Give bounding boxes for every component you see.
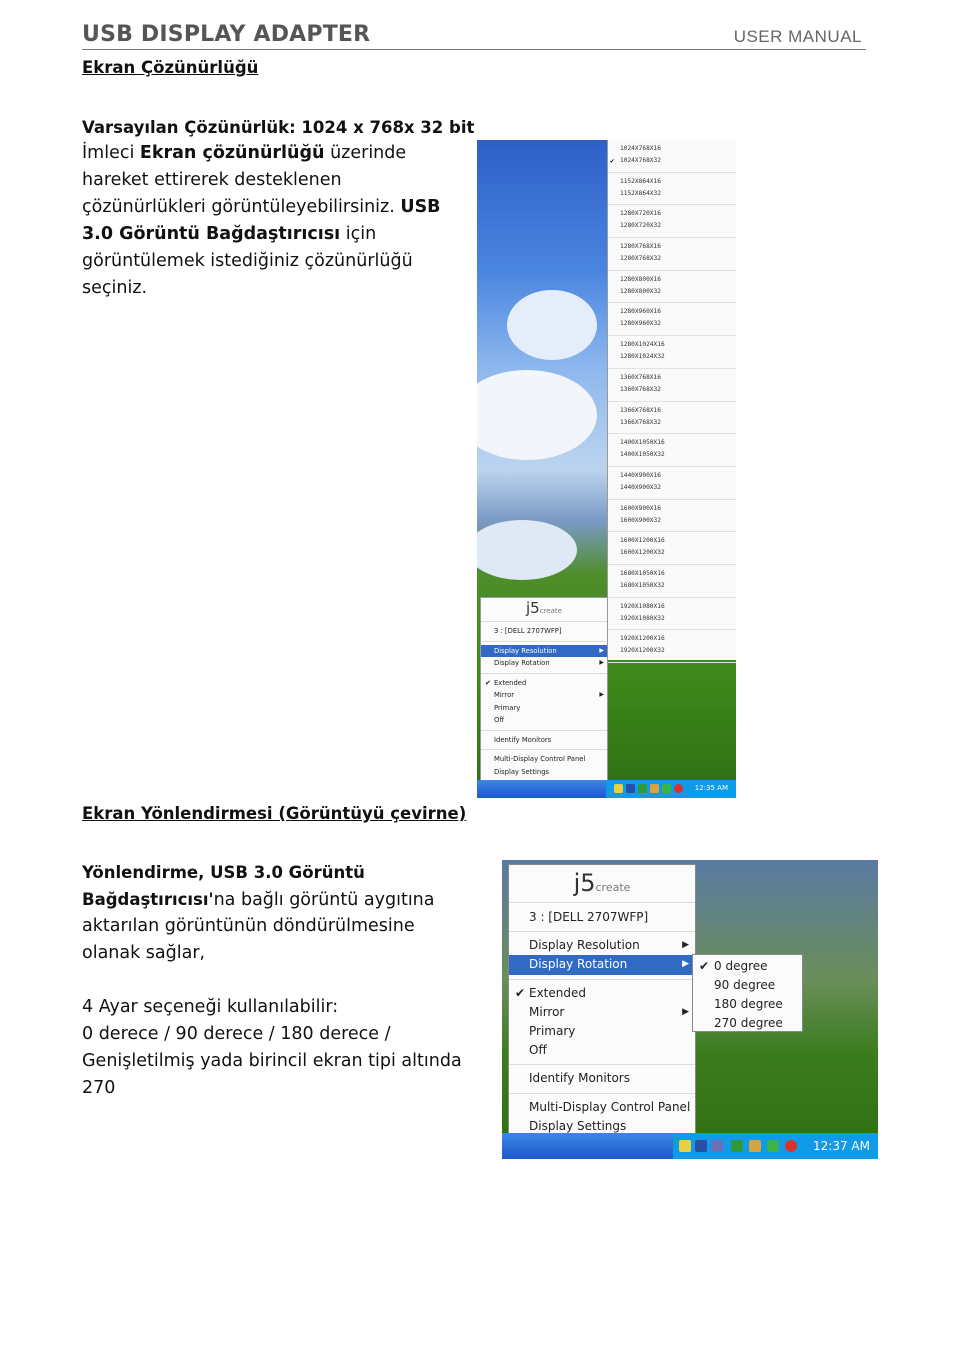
section2-line8: 270: [82, 1078, 116, 1098]
resolution-option[interactable]: 1152X864X32: [620, 189, 661, 197]
resolution-group: [608, 532, 736, 565]
text-bold: 3.0 Görüntü Bağdaştırıcısı: [82, 224, 341, 244]
menu-item-mirror[interactable]: [481, 689, 607, 702]
menu-item-display-resolution[interactable]: [481, 645, 607, 658]
tray-icon[interactable]: [662, 784, 671, 793]
menu-divider: [509, 979, 695, 980]
resolution-group: [608, 303, 736, 336]
logo-sub: create: [539, 607, 562, 615]
resolution-option[interactable]: 1600X1200X16: [620, 537, 665, 545]
menu-item-label: Display Rotation: [529, 957, 628, 972]
check-icon: ✔: [485, 678, 491, 687]
section2-line6: 0 derece / 90 derece / 180 derece /: [82, 1024, 391, 1044]
resolution-submenu: [607, 140, 736, 660]
tray-icon[interactable]: [614, 784, 623, 793]
resolution-option[interactable]: 1600X1200X32: [620, 549, 665, 557]
system-tray: [673, 1133, 878, 1159]
tray-icon[interactable]: [711, 1140, 723, 1152]
speaker-icon[interactable]: [749, 1140, 761, 1152]
tray-icon[interactable]: [626, 784, 635, 793]
resolution-option[interactable]: 1440X900X16: [620, 471, 661, 479]
logo-main: j5: [573, 869, 596, 897]
default-resolution-line: Varsayılan Çözünürlük: 1024 x 768x 32 bit: [82, 118, 475, 137]
resolution-option[interactable]: 1600X900X32: [620, 516, 661, 524]
tray-icon[interactable]: [695, 1140, 707, 1152]
menu-item-off[interactable]: Off: [494, 716, 505, 724]
section1-heading: Ekran Çözünürlüğü: [82, 58, 259, 77]
tray-icon[interactable]: [767, 1140, 779, 1152]
rotation-option-90[interactable]: 90 degree: [714, 978, 776, 992]
taskbar-clock: 12:37 AM: [813, 1139, 870, 1153]
submenu-arrow-icon: ▶: [599, 659, 604, 666]
resolution-group: [608, 271, 736, 304]
resolution-group: [608, 500, 736, 533]
text-span: İmleci: [82, 143, 140, 163]
menu-item-device[interactable]: 3 : [DELL 2707WFP]: [529, 910, 649, 924]
resolution-option[interactable]: [610, 155, 736, 167]
menu-item-display-rotation[interactable]: [481, 657, 607, 670]
menu-item-label: Display Resolution: [494, 646, 557, 655]
system-tray: [606, 780, 736, 798]
resolution-option[interactable]: 1280X1024X32: [620, 353, 665, 361]
resolution-group: [608, 598, 736, 631]
menu-item-primary[interactable]: Primary: [529, 1024, 576, 1039]
submenu-arrow-icon: ▶: [682, 940, 689, 951]
menu-divider: [509, 1064, 695, 1065]
menu-item-label: Mirror: [529, 1004, 565, 1019]
resolution-group: [608, 630, 736, 663]
resolution-option[interactable]: 1920X1200X16: [620, 635, 665, 643]
submenu-arrow-icon: ▶: [682, 1006, 689, 1017]
rotation-option-270[interactable]: 270 degree: [714, 1016, 783, 1030]
menu-item-display-settings[interactable]: Display Settings: [494, 767, 550, 776]
section2-line2: [82, 886, 435, 914]
rotation-menu-screenshot: [502, 860, 878, 1159]
menu-item-label: Mirror: [494, 691, 515, 699]
resolution-option[interactable]: 1280X1024X16: [620, 341, 665, 349]
resolution-menu-screenshot: [477, 140, 736, 798]
section1-paragraph-line5: görüntülemek istediğiniz çözünürlüğü: [82, 251, 413, 271]
taskbar: [477, 780, 736, 798]
cloud: [477, 370, 597, 460]
resolution-group: [608, 238, 736, 271]
menu-item-device[interactable]: 3 : [DELL 2707WFP]: [494, 627, 562, 635]
header-subtitle: USER MANUAL: [733, 27, 862, 46]
resolution-option[interactable]: 1280X960X16: [620, 308, 661, 316]
resolution-option[interactable]: 1360X768X32: [620, 385, 661, 393]
check-icon: ✔: [515, 985, 526, 1000]
resolution-option[interactable]: 1366X768X16: [620, 406, 661, 414]
taskbar: [502, 1133, 878, 1159]
section2-line5: 4 Ayar seçeneği kullanılabilir:: [82, 997, 339, 1017]
menu-divider: [481, 641, 607, 642]
resolution-group: [608, 565, 736, 598]
menu-item-extended[interactable]: [509, 984, 695, 1003]
resolution-option[interactable]: 1280X800X16: [620, 275, 661, 283]
resolution-option[interactable]: 1280X960X32: [620, 320, 661, 328]
text-span: için: [340, 224, 377, 244]
text-span: üzerinde: [324, 143, 407, 163]
resolution-option[interactable]: 1600X900X16: [620, 504, 661, 512]
resolution-label: 1024X768X32: [620, 157, 661, 164]
submenu-arrow-icon: ▶: [599, 691, 604, 698]
resolution-group: [608, 173, 736, 206]
rotation-option-180[interactable]: 180 degree: [714, 997, 783, 1011]
menu-item-display-resolution[interactable]: [509, 936, 695, 955]
submenu-arrow-icon: ▶: [599, 646, 604, 654]
resolution-option[interactable]: 1920X1200X32: [620, 647, 665, 655]
resolution-option[interactable]: 1920X1080X16: [620, 602, 665, 610]
menu-item-control-panel[interactable]: Multi-Display Control Panel: [529, 1099, 691, 1114]
resolution-group: [608, 205, 736, 238]
check-icon: ✔: [610, 157, 615, 165]
menu-item-extended[interactable]: [481, 677, 607, 690]
menu-item-control-panel[interactable]: Multi-Display Control Panel: [494, 755, 586, 763]
section2-line1: Yönlendirme, USB 3.0 Görüntü: [82, 863, 365, 882]
section2-line4: olanak sağlar,: [82, 943, 206, 963]
section1-paragraph-line4: [82, 221, 376, 248]
shield-icon[interactable]: [674, 784, 683, 793]
section1-paragraph-line2: hareket ettirerek desteklenen: [82, 170, 342, 190]
resolution-option[interactable]: 1400X1050X16: [620, 439, 665, 447]
section1-paragraph-line1: [82, 140, 406, 167]
logo-main: j5: [526, 599, 540, 617]
menu-item-identify-monitors[interactable]: Identify Monitors: [529, 1071, 630, 1086]
section2-line7: Genişletilmiş yada birincil ekran tipi altında: [82, 1051, 462, 1071]
text-span: na bağlı görüntü aygıtına: [213, 890, 435, 910]
menu-item-display-settings[interactable]: Display Settings: [529, 1118, 627, 1133]
tray-icon[interactable]: [679, 1140, 691, 1152]
resolution-group: [608, 434, 736, 467]
header-title: USB DISPLAY ADAPTER: [82, 22, 371, 47]
menu-divider: [481, 749, 607, 750]
menu-divider: [481, 730, 607, 731]
rotation-option-0[interactable]: [693, 957, 802, 976]
menu-item-label: Extended: [529, 985, 586, 1000]
j5create-context-menu: [480, 597, 608, 787]
text-span: çözünürlükleri görüntüleyebilirsiniz.: [82, 197, 401, 217]
resolution-option[interactable]: 1280X720X32: [620, 222, 661, 230]
menu-item-primary[interactable]: Primary: [494, 703, 521, 712]
menu-divider: [509, 931, 695, 932]
taskbar-clock: 12:35 AM: [694, 784, 728, 792]
section2-line3: aktarılan görüntünün döndürülmesine: [82, 916, 415, 936]
section1-paragraph-line3: [82, 194, 441, 221]
resolution-option[interactable]: 1440X900X32: [620, 483, 661, 491]
resolution-option[interactable]: 1280X800X32: [620, 287, 661, 295]
text-bold: USB: [400, 197, 441, 217]
resolution-group: [608, 336, 736, 369]
page-header: [82, 22, 866, 50]
menu-item-label: Display Resolution: [529, 938, 640, 953]
logo-sub: create: [595, 881, 631, 894]
resolution-group: [608, 402, 736, 435]
menu-divider: [481, 673, 607, 674]
menu-item-display-rotation[interactable]: [509, 955, 695, 974]
section2-heading: Ekran Yönlendirmesi (Görüntüyü çevirne): [82, 804, 467, 823]
menu-item-identify-monitors[interactable]: Identify Monitors: [494, 735, 552, 744]
rotation-submenu: [692, 954, 803, 1032]
section1-paragraph-line6: seçiniz.: [82, 278, 148, 298]
resolution-option[interactable]: 1280X768X16: [620, 243, 661, 251]
resolution-option[interactable]: 1400X1050X32: [620, 451, 665, 459]
text-bold: Ekran çözünürlüğü: [139, 143, 325, 163]
shield-icon[interactable]: [785, 1140, 797, 1152]
j5create-logo: [481, 598, 607, 622]
resolution-option[interactable]: 1024X768X16: [620, 145, 661, 152]
cloud: [477, 520, 577, 580]
menu-item-label: 0 degree: [714, 959, 768, 973]
resolution-option[interactable]: 1152X864X16: [620, 177, 661, 185]
submenu-arrow-icon: ▶: [682, 959, 689, 970]
resolution-option[interactable]: 1280X768X32: [620, 255, 661, 263]
j5create-context-menu: [508, 864, 696, 1144]
speaker-icon[interactable]: [650, 784, 659, 793]
menu-item-label: Display Rotation: [494, 659, 550, 667]
check-icon: ✔: [699, 959, 710, 973]
resolution-option[interactable]: 1920X1080X32: [620, 614, 665, 622]
resolution-option[interactable]: 1366X768X32: [620, 418, 661, 426]
resolution-group: [608, 140, 736, 173]
resolution-group: [608, 467, 736, 500]
menu-item-off[interactable]: Off: [529, 1043, 547, 1058]
resolution-group: [608, 369, 736, 402]
menu-item-mirror[interactable]: [509, 1003, 695, 1022]
resolution-option[interactable]: 1680X1050X32: [620, 581, 665, 589]
tray-icon[interactable]: [638, 784, 647, 793]
resolution-option[interactable]: 1280X720X16: [620, 210, 661, 218]
resolution-option[interactable]: 1680X1050X16: [620, 569, 665, 577]
text-bold: Bağdaştırıcısı': [82, 890, 214, 909]
menu-item-label: Extended: [494, 678, 527, 687]
menu-divider: [509, 1093, 695, 1094]
tray-icon[interactable]: [731, 1140, 743, 1152]
cloud: [507, 290, 597, 360]
resolution-option[interactable]: 1360X768X16: [620, 373, 661, 381]
j5create-logo: [509, 865, 695, 903]
